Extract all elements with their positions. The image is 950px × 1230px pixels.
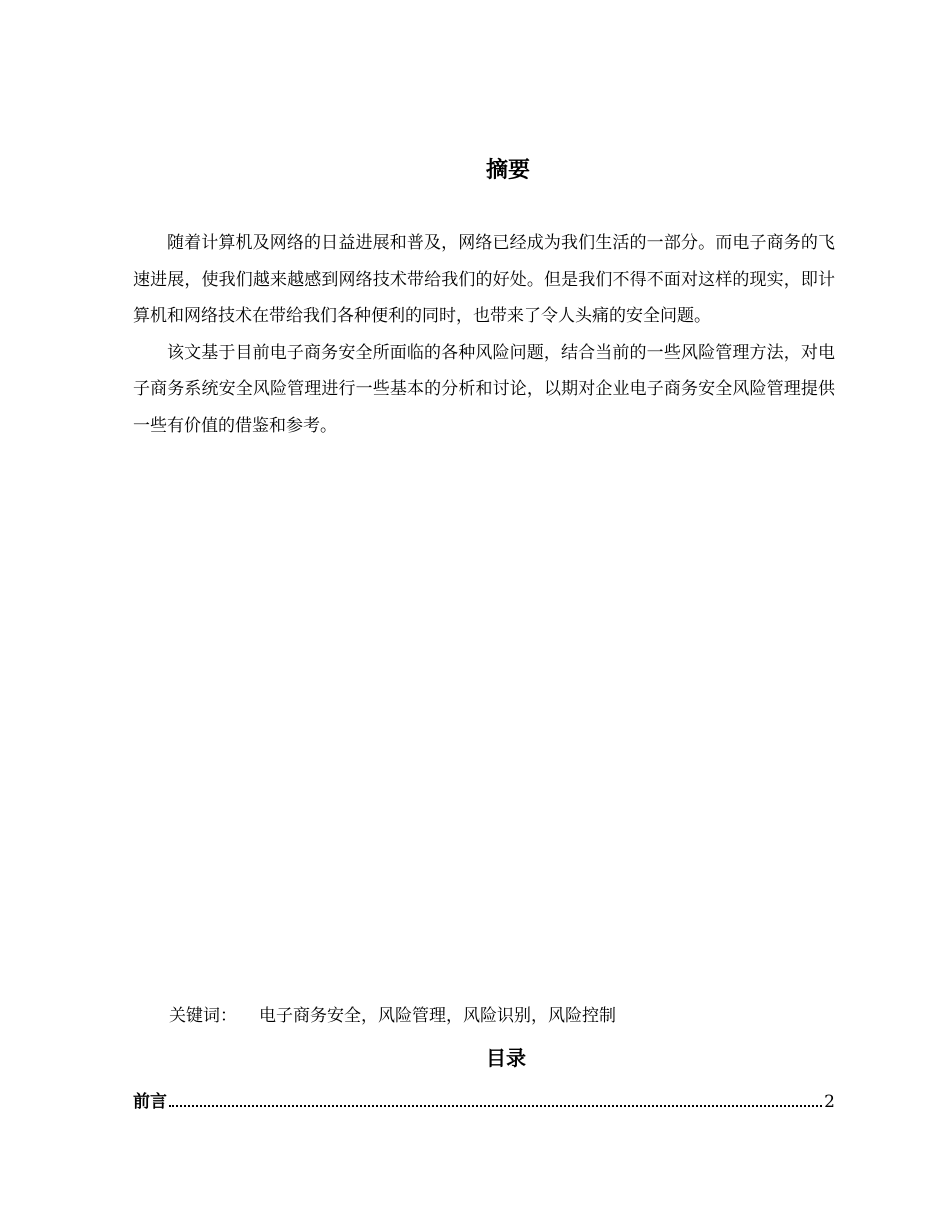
toc-title: 目录 (486, 1046, 526, 1070)
toc-dot-leader (169, 1105, 822, 1107)
keywords-label: 关键词： (169, 1006, 237, 1026)
toc-entry-label: 前言 (133, 1092, 167, 1112)
abstract-title: 摘要 (485, 157, 530, 183)
abstract-body (133, 225, 835, 444)
keywords-line (169, 1002, 616, 1030)
toc-entry[interactable] (133, 1088, 835, 1116)
abstract-paragraph-2: 该文基于目前电子商务安全所面临的各种风险问题，结合当前的一些风险管理方法，对电子商务系统安全风险管理进行一些基本的分析和讨论，以期对企业电子商务安全风险管理提供一些有价值的借鉴和参考。 (133, 342, 835, 436)
abstract-paragraph-1: 随着计算机及网络的日益进展和普及，网络已经成为我们生活的一部分。而电子商务的飞速进展，使我们越来越感到网络技术带给我们的好处。但是我们不得不面对这样的现实，即计算机和网络技术在带给我们各种便利的同时，也带来了令人头痛的安全问题。 (133, 233, 835, 326)
toc-entry-page: 2 (824, 1092, 835, 1112)
keywords-value: 电子商务安全，风险管理，风险识别，风险控制 (259, 1006, 616, 1026)
